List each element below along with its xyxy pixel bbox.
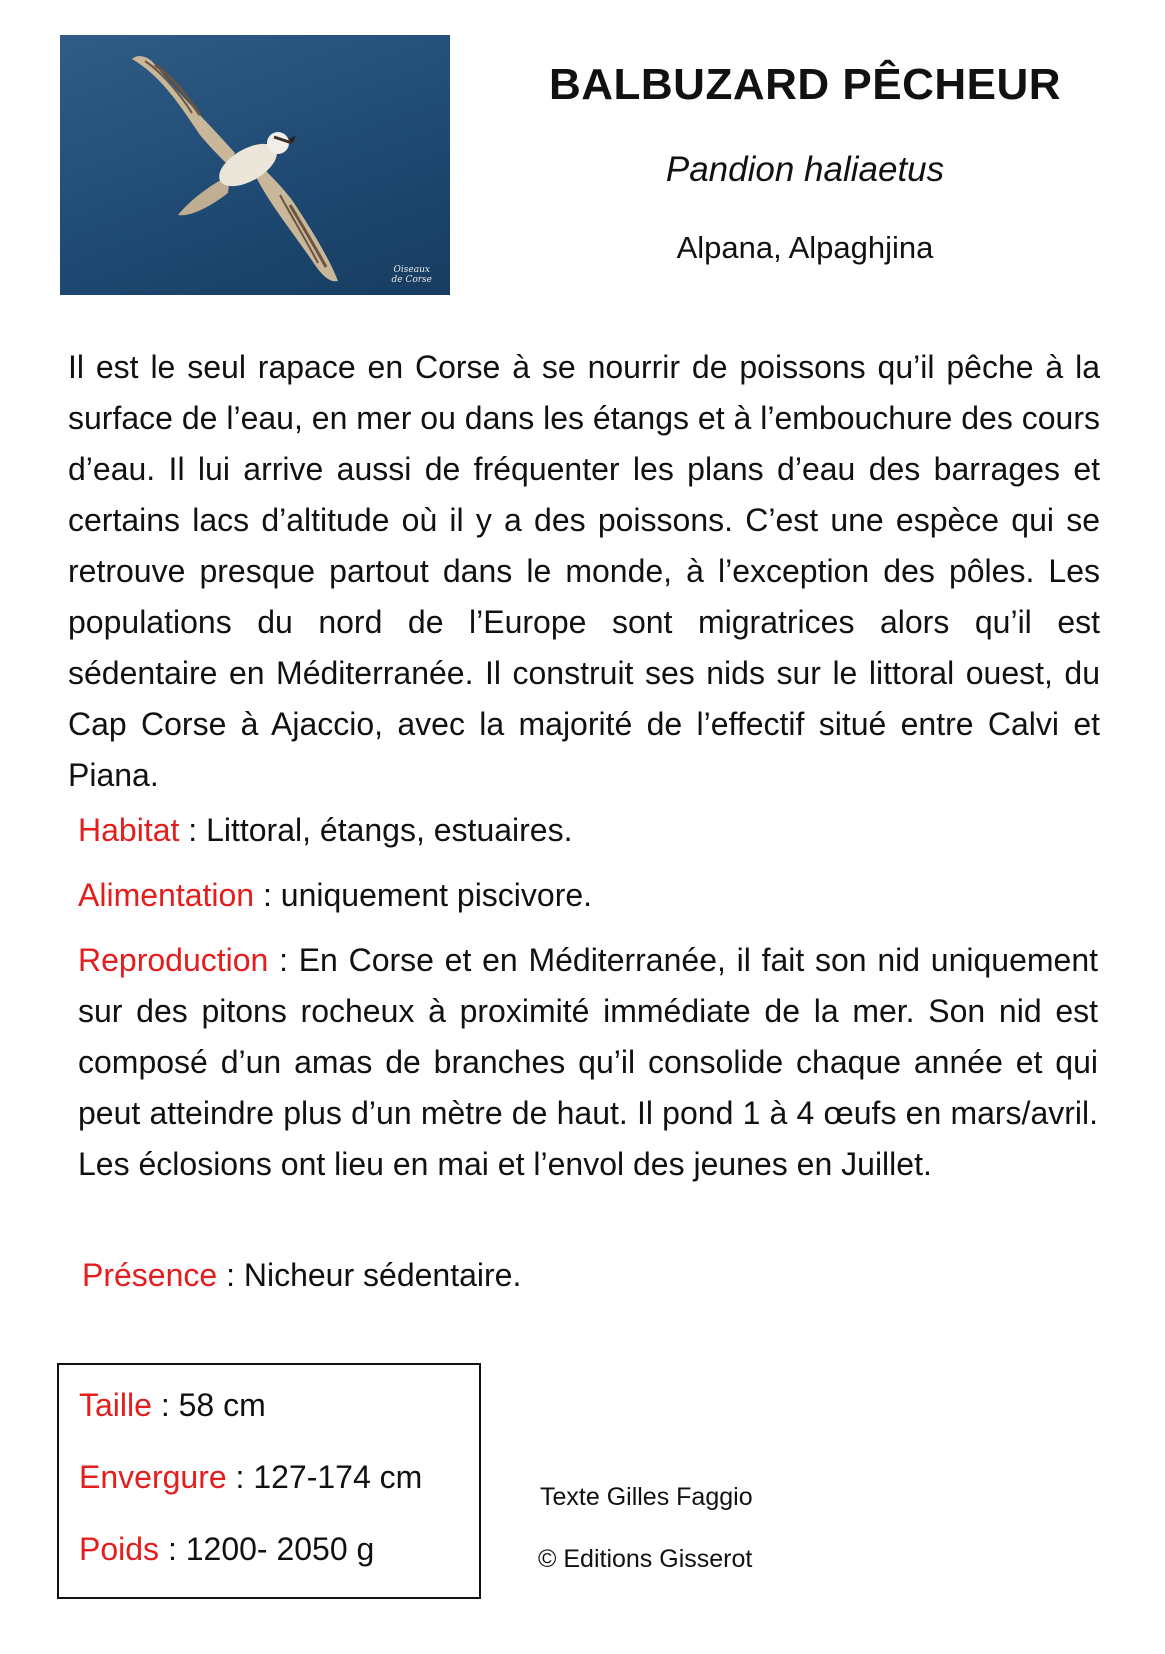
reproduction-label: Reproduction — [78, 942, 269, 978]
copyright-notice: © Editions Gisserot — [538, 1545, 753, 1573]
measurements-box — [57, 1363, 481, 1599]
presence-field — [82, 1250, 1102, 1301]
reproduction-field — [78, 935, 1098, 1190]
habitat-field — [78, 805, 1098, 856]
habitat-value: : Littoral, étangs, estuaires. — [179, 812, 573, 848]
osprey-illustration — [60, 35, 450, 295]
taille-row — [79, 1385, 266, 1425]
latin-name: Pandion haliaetus — [665, 150, 945, 189]
presence-value: : Nicheur sédentaire. — [217, 1257, 522, 1293]
poids-label: Poids — [79, 1531, 160, 1567]
alimentation-value: : uniquement piscivore. — [254, 877, 593, 913]
envergure-label: Envergure — [79, 1459, 227, 1495]
taille-label: Taille — [79, 1387, 152, 1423]
alimentation-field — [78, 870, 1098, 921]
poids-row — [79, 1529, 374, 1569]
poids-value: : 1200- 2050 g — [159, 1531, 375, 1567]
reproduction-value: : En Corse et en Méditerranée, il fait son nid uniquement sur des pitons rocheux à proximité immédiate de la mer. Son nid est composé d’un amas de branches qu’il consolide chaque année et qui peut atteindre plus d’un mètre de haut. Il pond 1 à 4 œufs en mars/avril. Les éclosions ont lieu en mai et l’envol des jeunes en Juillet. — [78, 942, 1098, 1182]
habitat-label: Habitat — [78, 812, 180, 848]
taille-value: : 58 cm — [151, 1387, 266, 1423]
alimentation-label: Alimentation — [78, 877, 255, 913]
envergure-row — [79, 1457, 422, 1497]
local-names: Alpana, Alpaghjina — [676, 230, 934, 265]
species-description: Il est le seul rapace en Corse à se nourrir de poissons qu’il pêche à la surface de l’eau, en mer ou dans les étangs et à l’embouchure des cours d’eau. Il lui arrive aussi de fréquenter les plans d’eau des barrages et certains lacs d’altitude où il y a des poissons. C’est une espèce qui se retrouve presque partout dans le monde, à l’exception des pôles. Les populations du nord de l’Europe sont migratrices alors qu’il est sédentaire en Méditerranée. Il construit ses nids sur le littoral ouest, du Cap Corse à Ajaccio, avec la majorité de l’effectif situé entre Calvi et Piana. — [68, 349, 1100, 793]
envergure-value: : 127-174 cm — [226, 1459, 423, 1495]
photo-credit — [392, 265, 433, 285]
author-credit: Texte Gilles Faggio — [540, 1483, 753, 1511]
species-title: BALBUZARD PÊCHEUR — [548, 60, 1062, 109]
presence-label: Présence — [82, 1257, 218, 1293]
osprey-photo — [60, 35, 450, 295]
photo-credit-line2: de Corse — [391, 275, 432, 285]
photo-credit-line1: Oiseaux — [393, 265, 430, 275]
